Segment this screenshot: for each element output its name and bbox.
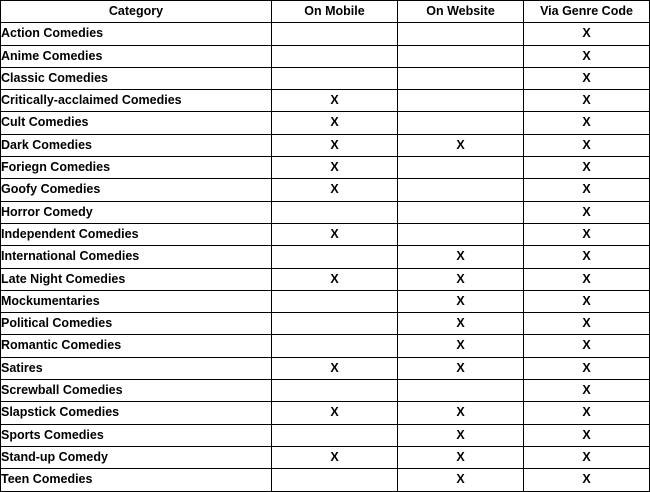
cell-on-mobile bbox=[272, 201, 398, 223]
cell-category: International Comedies bbox=[1, 246, 272, 268]
cell-on-mobile bbox=[272, 45, 398, 67]
cell-on-mobile: X bbox=[272, 446, 398, 468]
cell-on-mobile bbox=[272, 469, 398, 491]
cell-category: Classic Comedies bbox=[1, 67, 272, 89]
cell-on-website: X bbox=[398, 402, 524, 424]
cell-on-mobile: X bbox=[272, 268, 398, 290]
table-row bbox=[1, 201, 650, 223]
cell-on-website bbox=[398, 67, 524, 89]
cell-category: Teen Comedies bbox=[1, 469, 272, 491]
table-row bbox=[1, 313, 650, 335]
table-body bbox=[1, 23, 650, 491]
cell-on-website: X bbox=[398, 469, 524, 491]
cell-via-genre-code: X bbox=[524, 424, 650, 446]
cell-category: Goofy Comedies bbox=[1, 179, 272, 201]
cell-via-genre-code: X bbox=[524, 179, 650, 201]
cell-via-genre-code: X bbox=[524, 134, 650, 156]
cell-on-website: X bbox=[398, 268, 524, 290]
cell-via-genre-code: X bbox=[524, 45, 650, 67]
cell-on-mobile bbox=[272, 23, 398, 45]
cell-on-mobile bbox=[272, 380, 398, 402]
cell-via-genre-code: X bbox=[524, 23, 650, 45]
table-row bbox=[1, 424, 650, 446]
table-row bbox=[1, 246, 650, 268]
cell-on-website: X bbox=[398, 446, 524, 468]
cell-on-mobile: X bbox=[272, 134, 398, 156]
cell-on-website bbox=[398, 201, 524, 223]
table-row bbox=[1, 290, 650, 312]
cell-on-mobile bbox=[272, 246, 398, 268]
table-row bbox=[1, 380, 650, 402]
table-row bbox=[1, 134, 650, 156]
cell-via-genre-code: X bbox=[524, 469, 650, 491]
cell-on-mobile: X bbox=[272, 90, 398, 112]
cell-category: Dark Comedies bbox=[1, 134, 272, 156]
cell-category: Critically-acclaimed Comedies bbox=[1, 90, 272, 112]
cell-on-website bbox=[398, 45, 524, 67]
cell-via-genre-code: X bbox=[524, 112, 650, 134]
table-row bbox=[1, 67, 650, 89]
table-row bbox=[1, 268, 650, 290]
table-row bbox=[1, 223, 650, 245]
cell-category: Stand-up Comedy bbox=[1, 446, 272, 468]
cell-via-genre-code: X bbox=[524, 67, 650, 89]
column-header-on-mobile: On Mobile bbox=[272, 1, 398, 23]
cell-category: Anime Comedies bbox=[1, 45, 272, 67]
table-row bbox=[1, 335, 650, 357]
cell-on-mobile bbox=[272, 313, 398, 335]
cell-on-mobile bbox=[272, 335, 398, 357]
cell-on-mobile: X bbox=[272, 112, 398, 134]
table-row bbox=[1, 90, 650, 112]
cell-on-mobile bbox=[272, 67, 398, 89]
cell-on-mobile: X bbox=[272, 223, 398, 245]
cell-via-genre-code: X bbox=[524, 402, 650, 424]
cell-via-genre-code: X bbox=[524, 201, 650, 223]
table-row bbox=[1, 23, 650, 45]
table-row bbox=[1, 179, 650, 201]
cell-via-genre-code: X bbox=[524, 313, 650, 335]
cell-via-genre-code: X bbox=[524, 380, 650, 402]
cell-category: Romantic Comedies bbox=[1, 335, 272, 357]
cell-on-website bbox=[398, 90, 524, 112]
cell-on-website: X bbox=[398, 357, 524, 379]
table-row bbox=[1, 469, 650, 491]
table-row bbox=[1, 402, 650, 424]
cell-via-genre-code: X bbox=[524, 357, 650, 379]
cell-on-mobile: X bbox=[272, 357, 398, 379]
cell-category: Horror Comedy bbox=[1, 201, 272, 223]
cell-via-genre-code: X bbox=[524, 246, 650, 268]
column-header-on-website: On Website bbox=[398, 1, 524, 23]
cell-category: Late Night Comedies bbox=[1, 268, 272, 290]
cell-via-genre-code: X bbox=[524, 290, 650, 312]
cell-via-genre-code: X bbox=[524, 223, 650, 245]
cell-on-website: X bbox=[398, 134, 524, 156]
column-header-category: Category bbox=[1, 1, 272, 23]
cell-category: Action Comedies bbox=[1, 23, 272, 45]
cell-on-website bbox=[398, 112, 524, 134]
cell-category: Independent Comedies bbox=[1, 223, 272, 245]
cell-on-website: X bbox=[398, 335, 524, 357]
cell-on-website bbox=[398, 380, 524, 402]
cell-category: Satires bbox=[1, 357, 272, 379]
cell-via-genre-code: X bbox=[524, 335, 650, 357]
table-header bbox=[1, 1, 650, 23]
table-row bbox=[1, 45, 650, 67]
cell-via-genre-code: X bbox=[524, 446, 650, 468]
cell-on-website bbox=[398, 157, 524, 179]
table-row bbox=[1, 357, 650, 379]
cell-on-website: X bbox=[398, 424, 524, 446]
table-row bbox=[1, 446, 650, 468]
table-row bbox=[1, 157, 650, 179]
cell-on-mobile bbox=[272, 290, 398, 312]
cell-category: Slapstick Comedies bbox=[1, 402, 272, 424]
cell-on-mobile: X bbox=[272, 179, 398, 201]
cell-on-website: X bbox=[398, 313, 524, 335]
cell-category: Mockumentaries bbox=[1, 290, 272, 312]
cell-category: Screwball Comedies bbox=[1, 380, 272, 402]
cell-via-genre-code: X bbox=[524, 90, 650, 112]
cell-on-website bbox=[398, 223, 524, 245]
cell-category: Foriegn Comedies bbox=[1, 157, 272, 179]
cell-via-genre-code: X bbox=[524, 157, 650, 179]
cell-on-website: X bbox=[398, 246, 524, 268]
cell-on-website bbox=[398, 179, 524, 201]
cell-category: Political Comedies bbox=[1, 313, 272, 335]
cell-category: Sports Comedies bbox=[1, 424, 272, 446]
cell-on-mobile: X bbox=[272, 402, 398, 424]
table-header-row bbox=[1, 1, 650, 23]
column-header-via-genre-code: Via Genre Code bbox=[524, 1, 650, 23]
cell-on-website: X bbox=[398, 290, 524, 312]
cell-category: Cult Comedies bbox=[1, 112, 272, 134]
cell-on-website bbox=[398, 23, 524, 45]
cell-via-genre-code: X bbox=[524, 268, 650, 290]
cell-on-mobile: X bbox=[272, 157, 398, 179]
table-row bbox=[1, 112, 650, 134]
cell-on-mobile bbox=[272, 424, 398, 446]
